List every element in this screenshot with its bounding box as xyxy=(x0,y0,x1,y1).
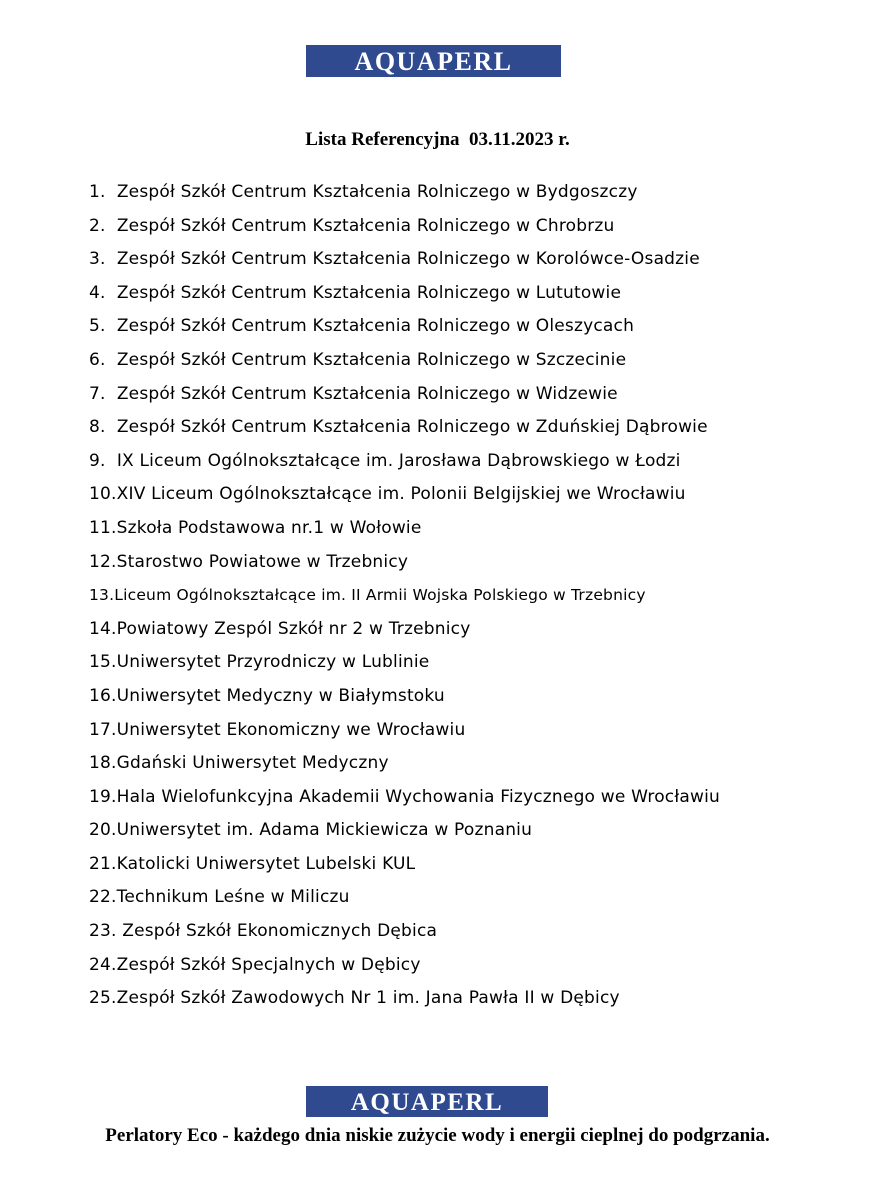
list-item: 10.XIV Liceum Ogólnokształcące im. Polonii Belgijskiej we Wrocławiu xyxy=(89,484,686,505)
list-item: 11.Szkoła Podstawowa nr.1 w Wołowie xyxy=(89,517,422,538)
list-item: 20.Uniwersytet im. Adama Mickiewicza w Poznaniu xyxy=(89,820,533,841)
list-item: 23. Zespół Szkół Ekonomicznych Dębica xyxy=(89,921,438,942)
aquaperl-logo-top: AQUAPERL xyxy=(306,45,561,77)
list-item: 6. Zespół Szkół Centrum Kształcenia Rolniczego w Szczecinie xyxy=(89,349,627,370)
list-item: 3. Zespół Szkół Centrum Kształcenia Rolniczego w Korolówce-Osadzie xyxy=(89,249,700,270)
aquaperl-logo-bottom: AQUAPERL xyxy=(306,1086,548,1117)
footer-tagline: Perlatory Eco - każdego dnia niskie zużycie wody i energii cieplnej do podgrzania. xyxy=(105,1125,770,1146)
list-item: 9. IX Liceum Ogólnokształcące im. Jarosława Dąbrowskiego w Łodzi xyxy=(89,450,681,471)
reference-list xyxy=(89,176,720,1016)
list-item: 4. Zespół Szkół Centrum Kształcenia Rolniczego w Lututowie xyxy=(89,282,622,303)
list-item: 12.Starostwo Powiatowe w Trzebnicy xyxy=(89,551,409,572)
list-item: 2. Zespół Szkół Centrum Kształcenia Rolniczego w Chrobrzu xyxy=(89,215,615,236)
list-item: 17.Uniwersytet Ekonomiczny we Wrocławiu xyxy=(89,719,466,740)
list-item: 25.Zespół Szkół Zawodowych Nr 1 im. Jana Pawła II w Dębicy xyxy=(89,988,620,1009)
list-item: 14.Powiatowy Zespól Szkół nr 2 w Trzebnicy xyxy=(89,618,471,639)
list-item: 1. Zespół Szkół Centrum Kształcenia Rolniczego w Bydgoszczy xyxy=(89,182,638,202)
list-item: 24.Zespół Szkół Specjalnych w Dębicy xyxy=(89,954,421,975)
list-item: 7. Zespół Szkół Centrum Kształcenia Rolniczego w Widzewie xyxy=(89,383,618,404)
list-item: 15.Uniwersytet Przyrodniczy w Lublinie xyxy=(89,652,430,673)
list-item: 19.Hala Wielofunkcyjna Akademii Wychowania Fizycznego we Wrocławiu xyxy=(89,786,720,807)
list-item: 21.Katolicki Uniwersytet Lubelski KUL xyxy=(89,853,416,874)
list-item: 22.Technikum Leśne w Miliczu xyxy=(89,887,350,908)
list-item: 18.Gdański Uniwersytet Medyczny xyxy=(89,753,389,774)
page-title: Lista Referencyjna 03.11.2023 r. xyxy=(305,129,570,150)
list-item: 16.Uniwersytet Medyczny w Białymstoku xyxy=(89,685,445,706)
list-item: 13.Liceum Ogólnokształcące im. II Armii Wojska Polskiego w Trzebnicy xyxy=(89,586,646,605)
list-item: 8. Zespół Szkół Centrum Kształcenia Rolniczego w Zduńskiej Dąbrowie xyxy=(89,417,708,438)
list-item: 5. Zespół Szkół Centrum Kształcenia Rolniczego w Oleszycach xyxy=(89,316,635,337)
